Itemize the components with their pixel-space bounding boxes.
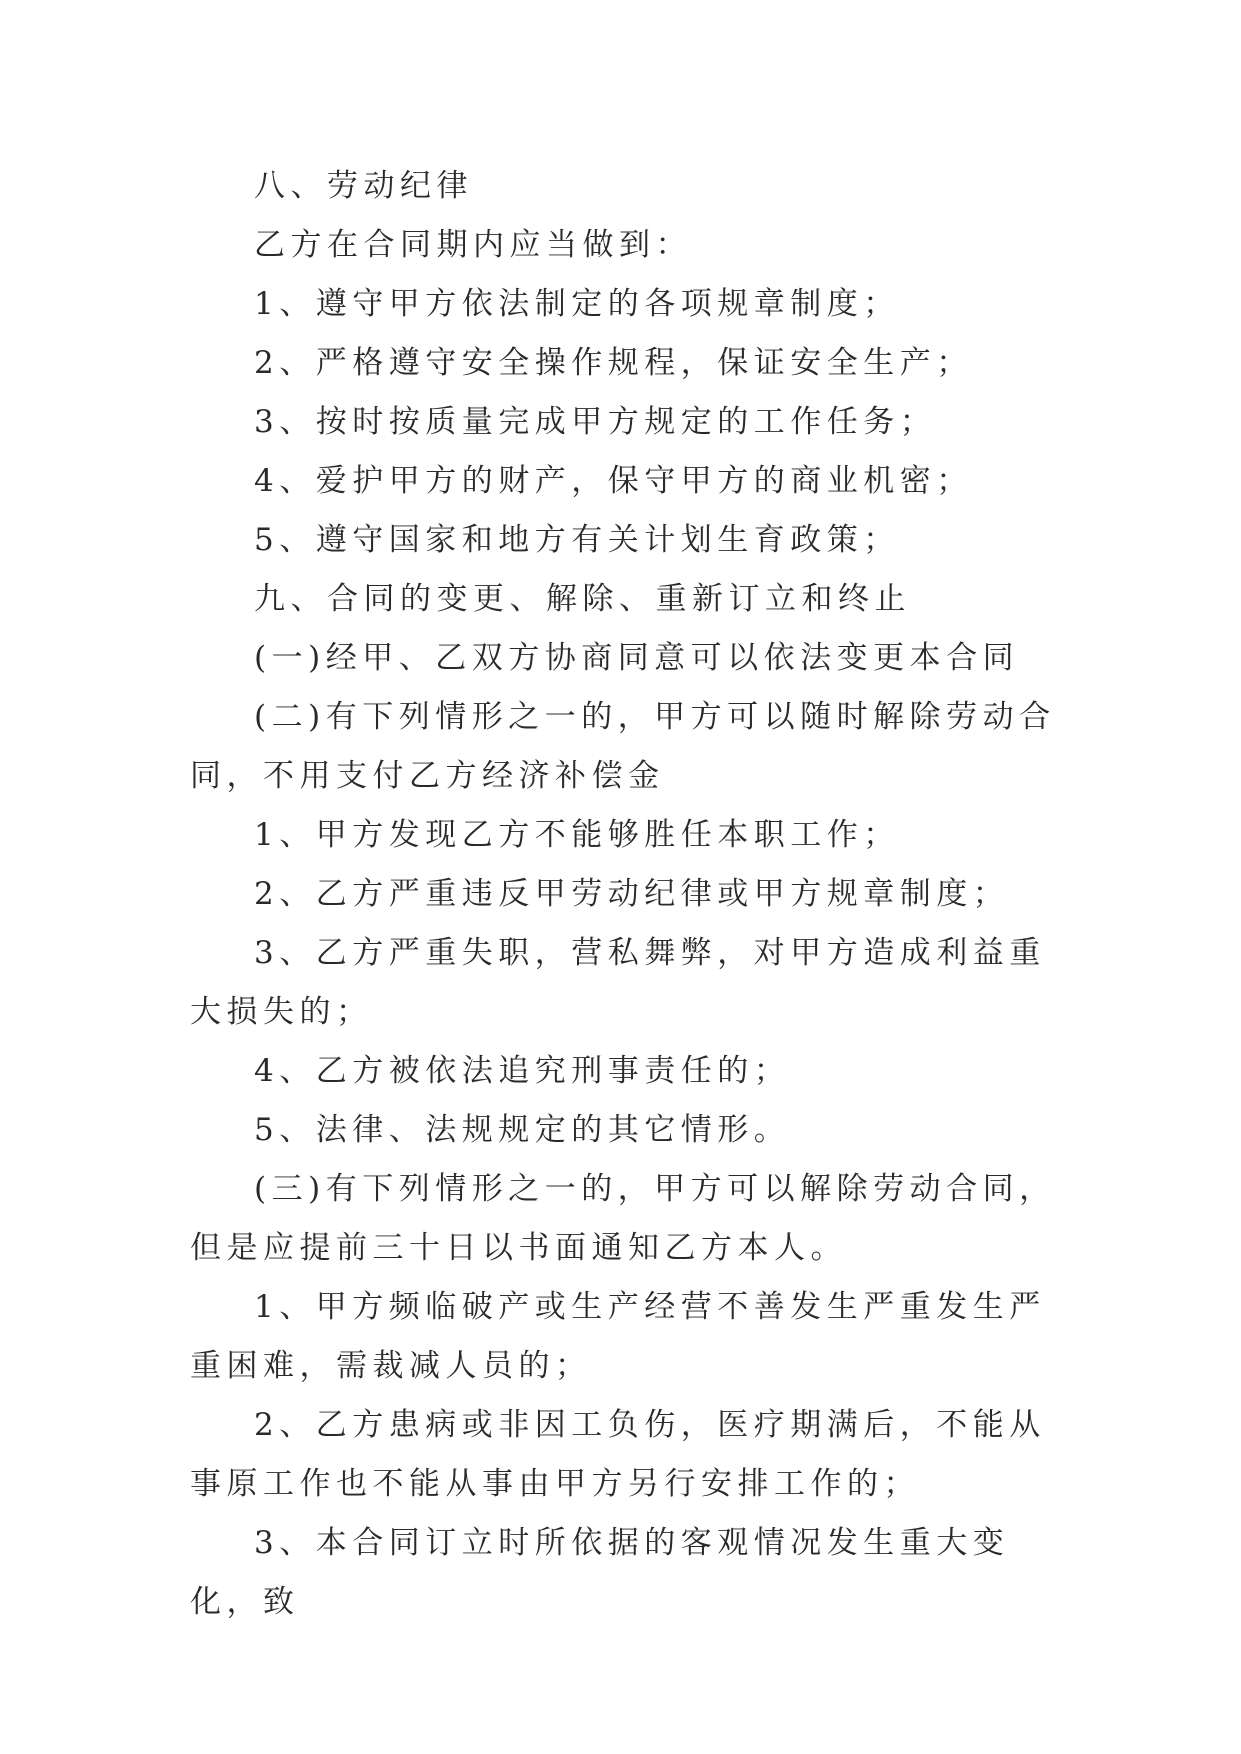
- subsection-heading: (二)有下列情形之一的，甲方可以随时解除劳动合同，不用支付乙方经济补偿金: [190, 699, 1056, 794]
- list-item: 3、本合同订立时所依据的客观情况发生重大变化，致: [190, 1525, 1010, 1620]
- list-item: 2、乙方患病或非因工负伤，医疗期满后，不能从事原工作也不能从事由甲方另行安排工作的；: [190, 1407, 1046, 1502]
- list-item: 2、严格遵守安全操作规程，保证安全生产；: [254, 345, 973, 381]
- paragraph: 乙方在合同期内应当做到：: [254, 227, 692, 263]
- list-item: 1、甲方发现乙方不能够胜任本职工作；: [254, 817, 900, 853]
- list-item: 1、遵守甲方依法制定的各项规章制度；: [254, 286, 900, 322]
- list-item: 5、法律、法规规定的其它情形。: [254, 1112, 791, 1148]
- subsection-heading: (三)有下列情形之一的，甲方可以解除劳动合同，但是应提前三十日以书面通知乙方本人。: [190, 1171, 1056, 1266]
- list-item: 4、乙方被依法追究刑事责任的；: [254, 1053, 791, 1089]
- list-item: 3、按时按质量完成甲方规定的工作任务；: [254, 404, 937, 440]
- list-item: 1、甲方频临破产或生产经营不善发生严重发生严重困难，需裁减人员的；: [190, 1289, 1046, 1384]
- list-item: 3、乙方严重失职，营私舞弊，对甲方造成利益重大损失的；: [190, 935, 1046, 1030]
- list-item: 5、遵守国家和地方有关计划生育政策；: [254, 522, 900, 558]
- list-item: 4、爱护甲方的财产，保守甲方的商业机密；: [254, 463, 973, 499]
- section-heading-contract-changes: 九、合同的变更、解除、重新订立和终止: [254, 581, 911, 617]
- section-heading-labor-discipline: 八、劳动纪律: [254, 168, 473, 204]
- list-item: 2、乙方严重违反甲劳动纪律或甲方规章制度；: [254, 876, 1010, 912]
- document-body: [190, 157, 1070, 1632]
- subsection-heading: (一)经甲、乙双方协商同意可以依法变更本合同: [254, 640, 1020, 676]
